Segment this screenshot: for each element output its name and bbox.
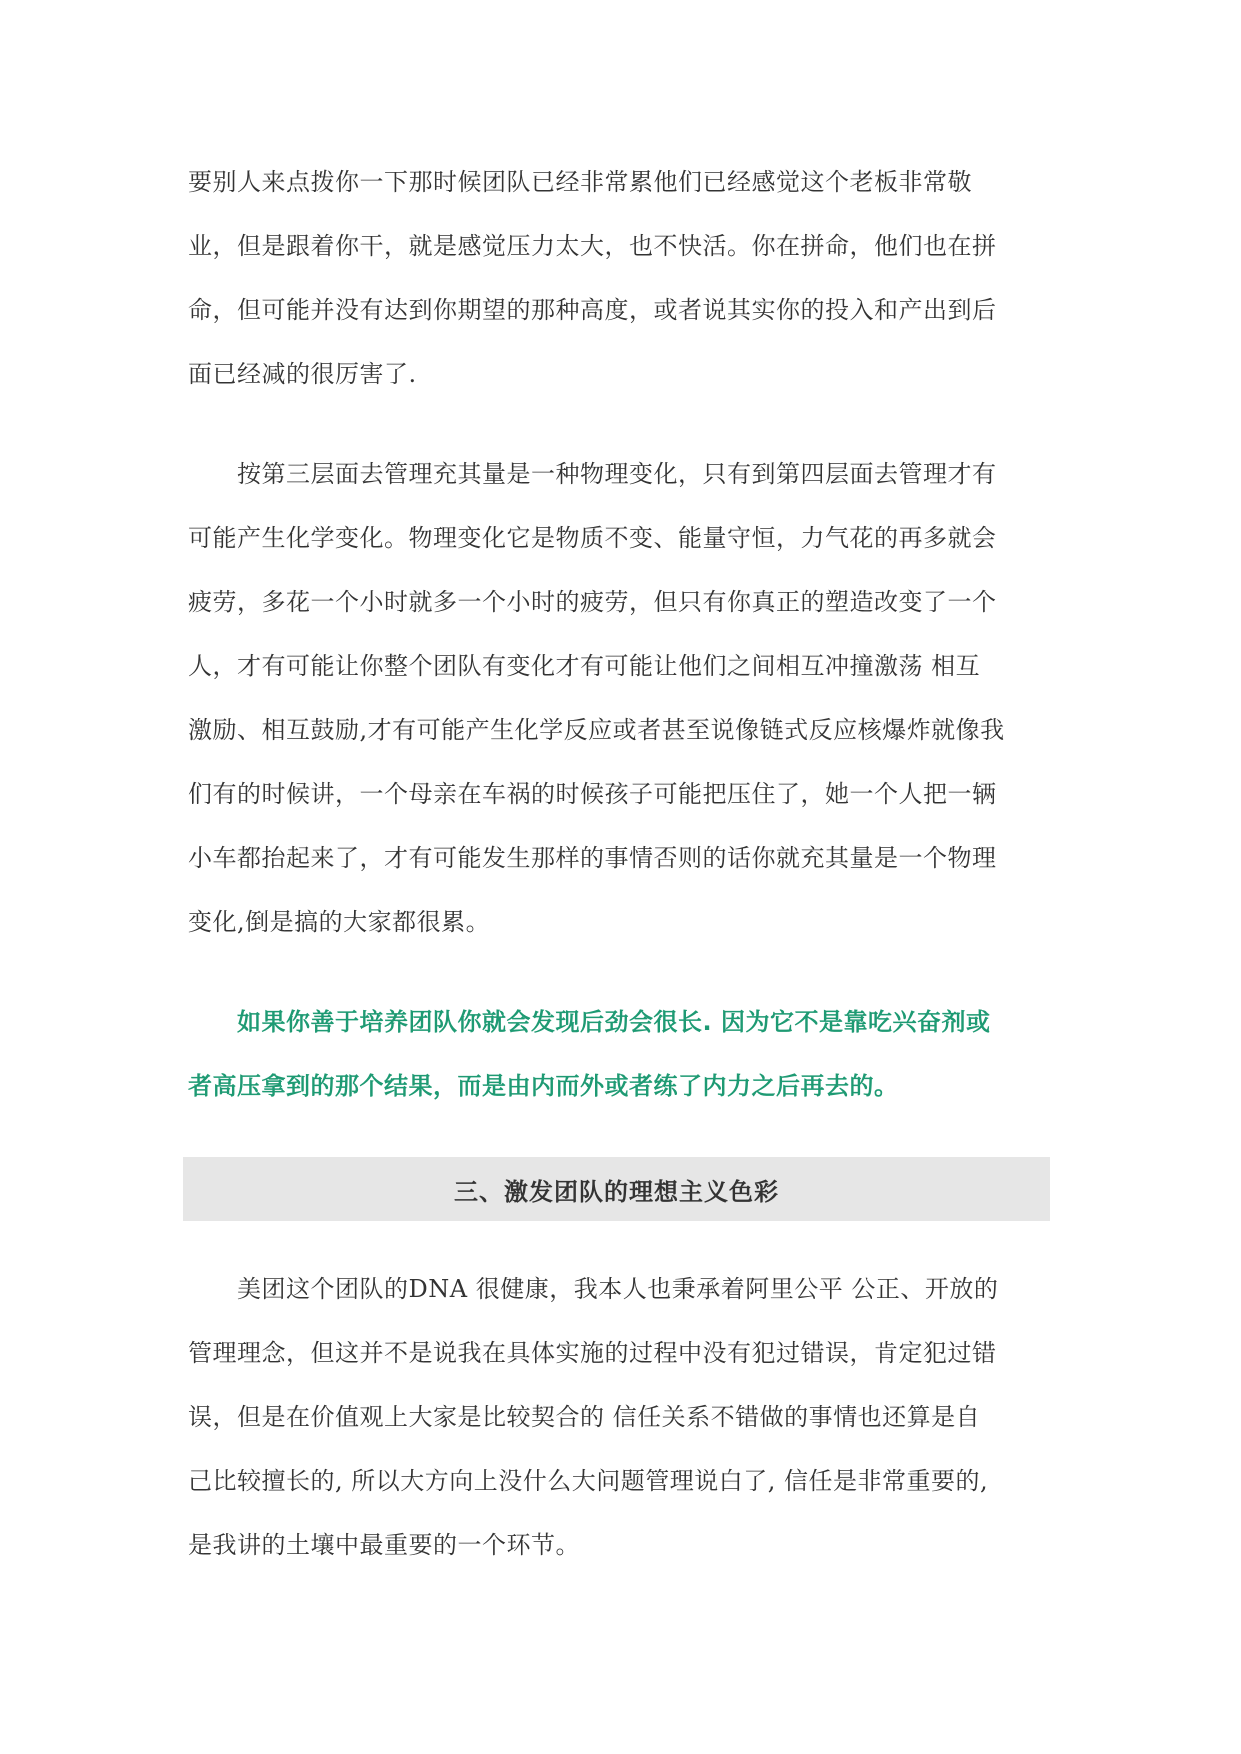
text-line: 小车都抬起来了，才有可能发生那样的事情否则的话你就充其量是一个物理 bbox=[188, 844, 997, 872]
highlighted-paragraph bbox=[188, 990, 1073, 1118]
text-line: 人，才有可能让你整个团队有变化才有可能让他们之间相互冲撞激荡 相互 bbox=[188, 652, 981, 680]
text-line: 己比较擅长的, 所以大方向上没什么大问题管理说白了, 信任是非常重要的, bbox=[188, 1467, 989, 1495]
text-line: 可能产生化学变化。物理变化它是物质不变、能量守恒，力气花的再多就会 bbox=[188, 524, 997, 552]
text-line: 激励、相互鼓励,才有可能产生化学反应或者甚至说像链式反应核爆炸就像我 bbox=[188, 716, 1005, 744]
text-line: 是我讲的土壤中最重要的一个环节。 bbox=[188, 1531, 580, 1559]
paragraph-1 bbox=[188, 150, 1073, 406]
text-line: 误，但是在价值观上大家是比较契合的 信任关系不错做的事情也还算是自 bbox=[188, 1403, 981, 1431]
text-line: 业，但是跟着你干，就是感觉压力太大，也不快活。你在拼命，他们也在拼 bbox=[188, 232, 997, 260]
text-line: 要别人来点拨你一下那时候团队已经非常累他们已经感觉这个老板非常敬 bbox=[188, 168, 972, 196]
section-heading-bar bbox=[183, 1157, 1050, 1221]
text-line: 按第三层面去管理充其量是一种物理变化，只有到第四层面去管理才有 bbox=[188, 460, 997, 488]
text-line: 疲劳，多花一个小时就多一个小时的疲劳，但只有你真正的塑造改变了一个 bbox=[188, 588, 997, 616]
text-line: 面已经减的很厉害了. bbox=[188, 360, 417, 388]
text-line: 们有的时候讲，一个母亲在车祸的时候孩子可能把压住了，她一个人把一辆 bbox=[188, 780, 997, 808]
text-line: 美团这个团队的DNA 很健康，我本人也秉承着阿里公平 公正、开放的 bbox=[188, 1275, 999, 1303]
text-line: 变化,倒是搞的大家都很累。 bbox=[188, 908, 491, 936]
text-line: 命，但可能并没有达到你期望的那种高度，或者说其实你的投入和产出到后 bbox=[188, 296, 997, 324]
text-line: 如果你善于培养团队你就会发现后劲会很长. 因为它不是靠吃兴奋剂或 bbox=[188, 1008, 991, 1036]
section-heading: 三、激发团队的理想主义色彩 bbox=[454, 1177, 779, 1206]
paragraph-2 bbox=[188, 442, 1073, 954]
paragraph-4 bbox=[188, 1257, 1073, 1577]
text-line: 者高压拿到的那个结果，而是由内而外或者练了内力之后再去的。 bbox=[188, 1072, 899, 1100]
text-line: 管理理念，但这并不是说我在具体实施的过程中没有犯过错误，肯定犯过错 bbox=[188, 1339, 997, 1367]
